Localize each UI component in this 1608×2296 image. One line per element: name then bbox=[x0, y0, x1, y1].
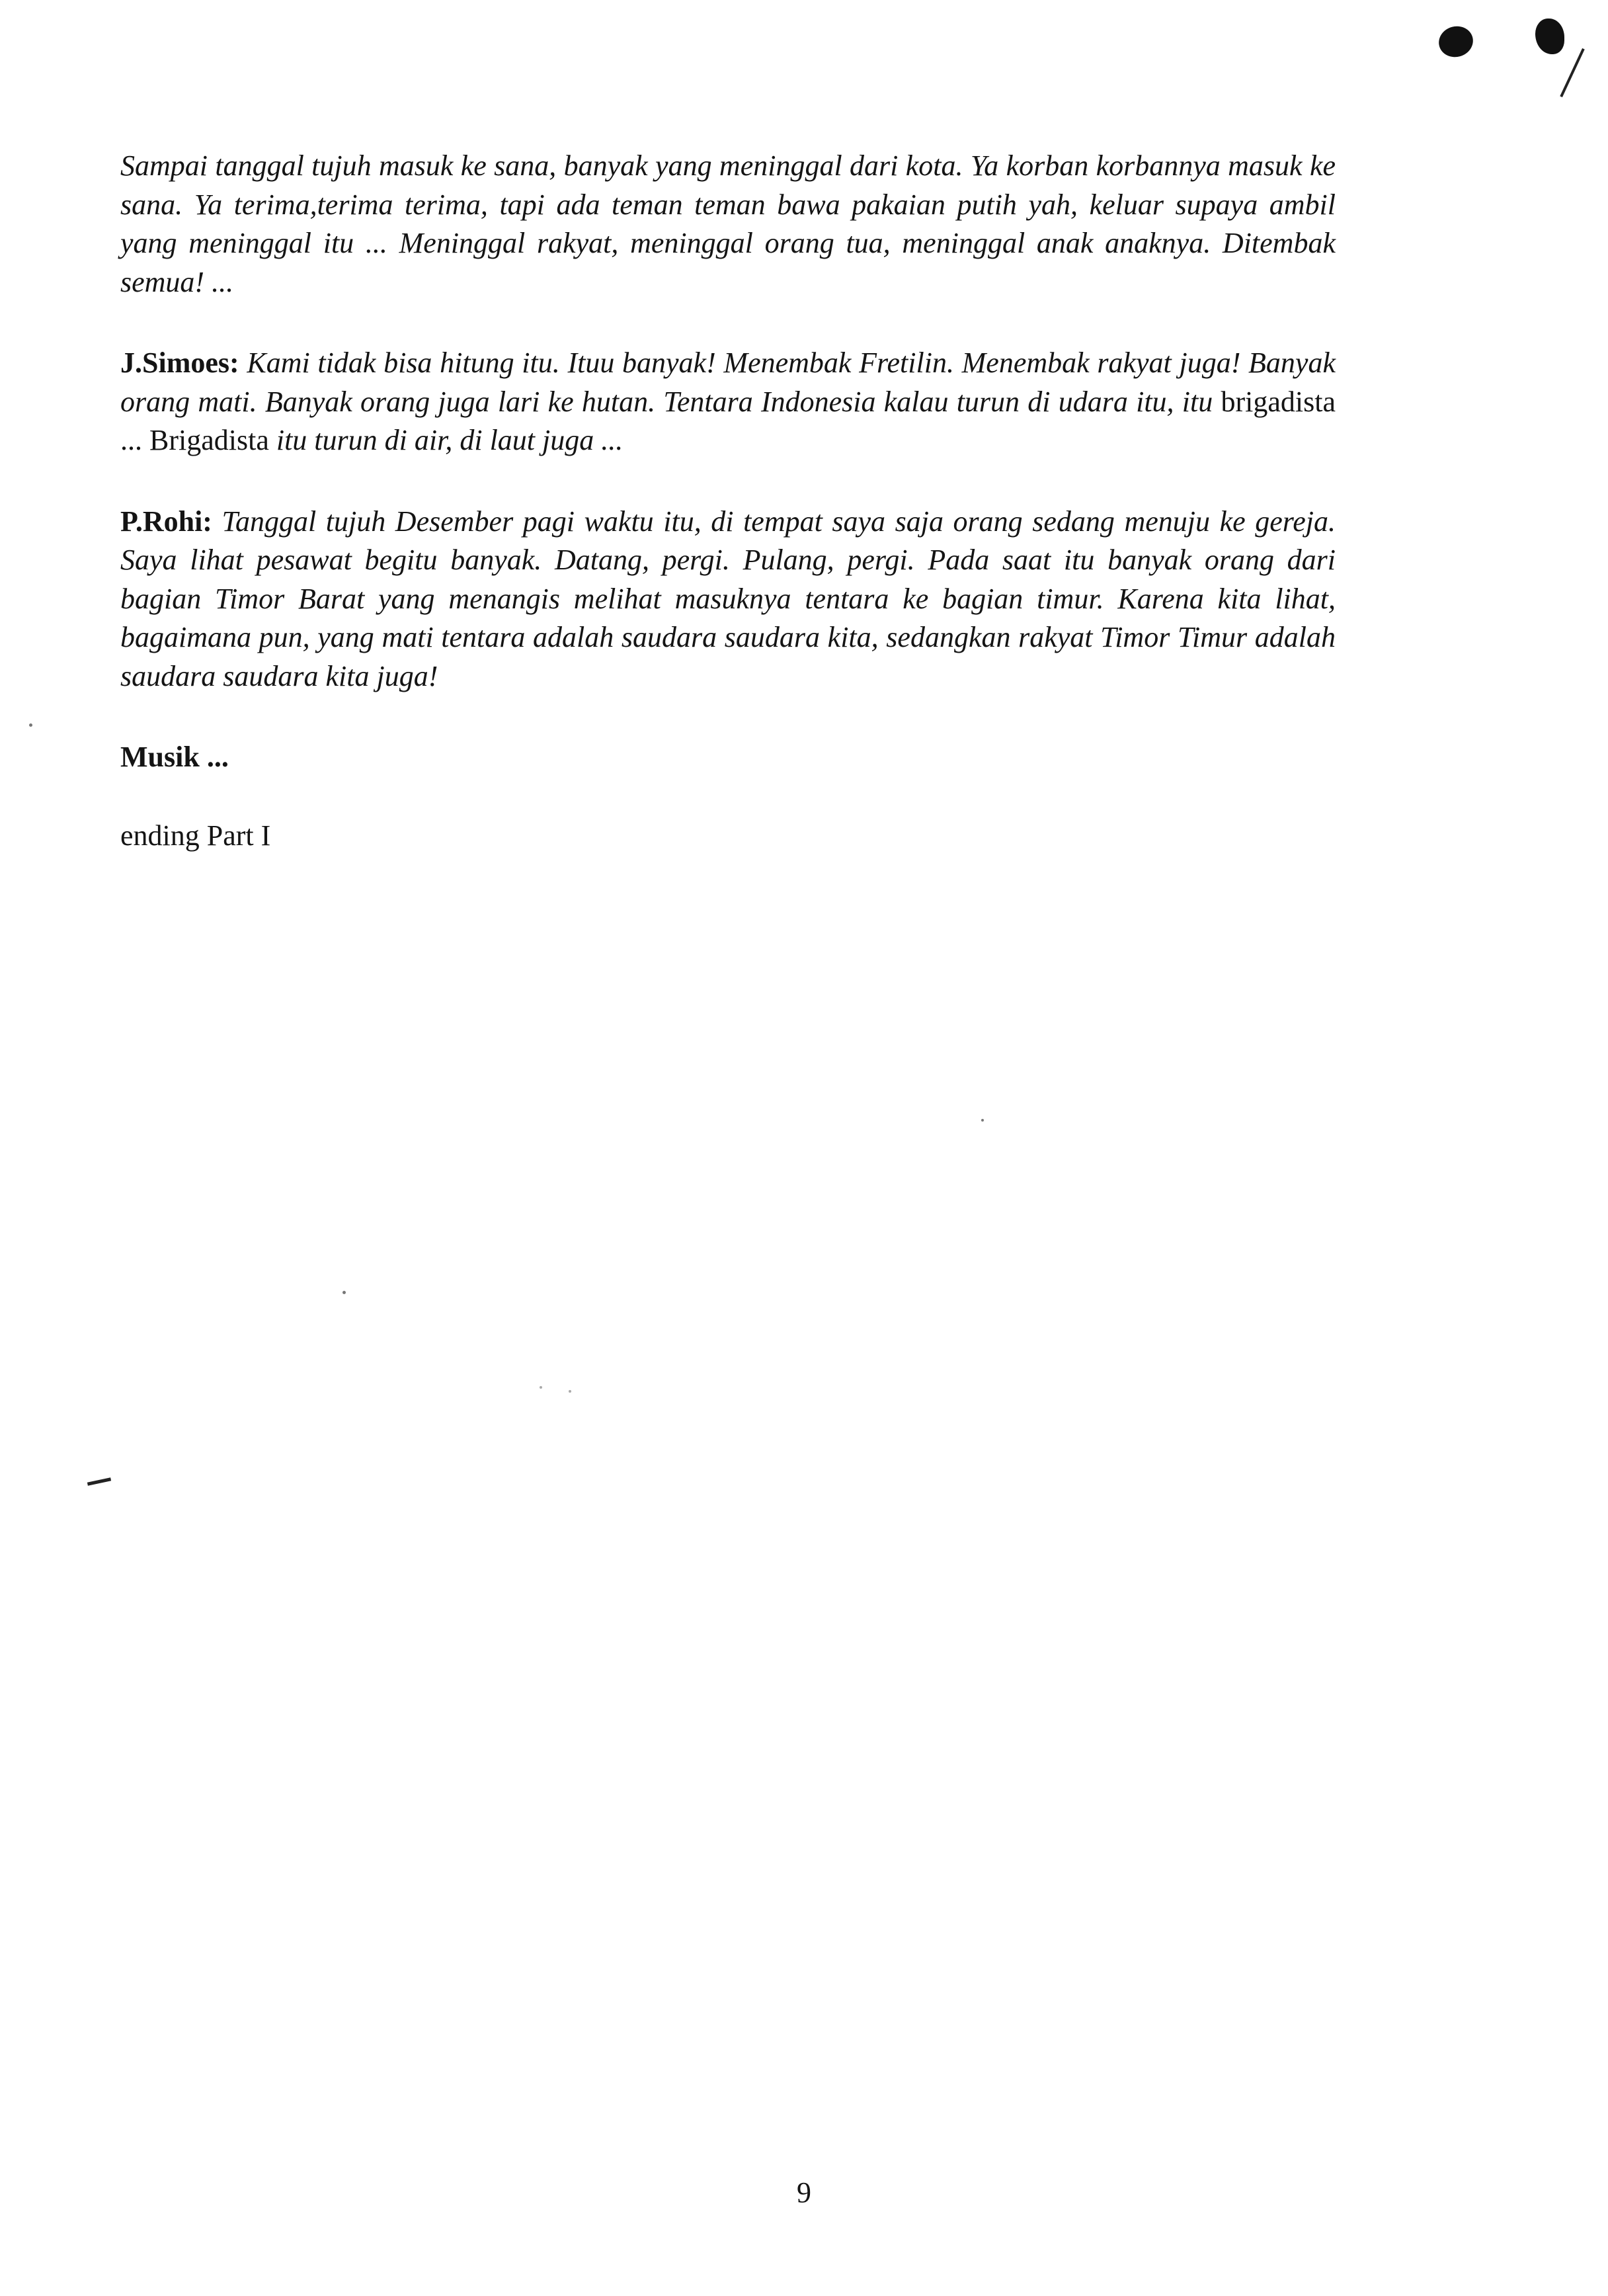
scan-speck bbox=[29, 723, 32, 727]
speech-text: Tanggal tujuh Desember pagi waktu itu, di tempat saya saja orang sedang menuju ke gereja. Saya lihat pesawat begitu banyak. Datang, pergi. Pulang, pergi. Pada saat itu banyak orang dari bagian Timor Barat yang menangis melihat masuknya tentara ke bagian timur. Karena kita lihat, bagaimana pun, yang mati tentara adalah saudara saudara kita, sedangkan rakyat Timor Timur adalah saudara saudara kita juga! bbox=[120, 505, 1336, 692]
speech-text: itu turun di air, di laut juga ... bbox=[276, 424, 623, 456]
pen-stroke-mark bbox=[1560, 48, 1584, 97]
speech-text-roman: brigadista ... Brigadista bbox=[120, 385, 1336, 456]
ink-blot-right bbox=[1535, 19, 1564, 54]
speaker-label: P.Rohi: bbox=[120, 505, 212, 538]
scan-speck bbox=[342, 1291, 346, 1294]
page-number: 9 bbox=[797, 2176, 811, 2209]
speech-text: Kami tidak bisa hitung itu. Ituu banyak! Menembak Fretilin. Menembak rakyat juga! Banyak orang mati. Banyak orang juga lari ke hutan. Tentara Indonesia kalau turun di udara itu, itu bbox=[120, 347, 1336, 418]
ink-blot-left bbox=[1435, 22, 1476, 61]
music-cue: Musik ... bbox=[120, 741, 229, 773]
ending-note: ending Part I bbox=[120, 819, 271, 852]
paragraph-prohi bbox=[120, 503, 1336, 696]
narration-text: Sampai tanggal tujuh masuk ke sana, banyak yang meninggal dari kota. Ya korban korbannya masuk ke sana. Ya terima,terima terima, tapi ada teman teman bawa pakaian putih yah, keluar supaya ambil yang meninggal itu ... Meninggal rakyat, meninggal orang tua, meninggal anak anaknya. Ditembak semua! ... bbox=[120, 149, 1336, 298]
scan-speck bbox=[540, 1386, 542, 1389]
speaker-label: J.Simoes: bbox=[120, 347, 239, 379]
paragraph-narration bbox=[120, 147, 1336, 302]
paragraph-jsimoes bbox=[120, 344, 1336, 460]
scan-dash-mark bbox=[87, 1477, 111, 1485]
scan-speck bbox=[569, 1390, 571, 1393]
transcript-body bbox=[120, 147, 1336, 855]
scan-speck bbox=[981, 1119, 984, 1122]
